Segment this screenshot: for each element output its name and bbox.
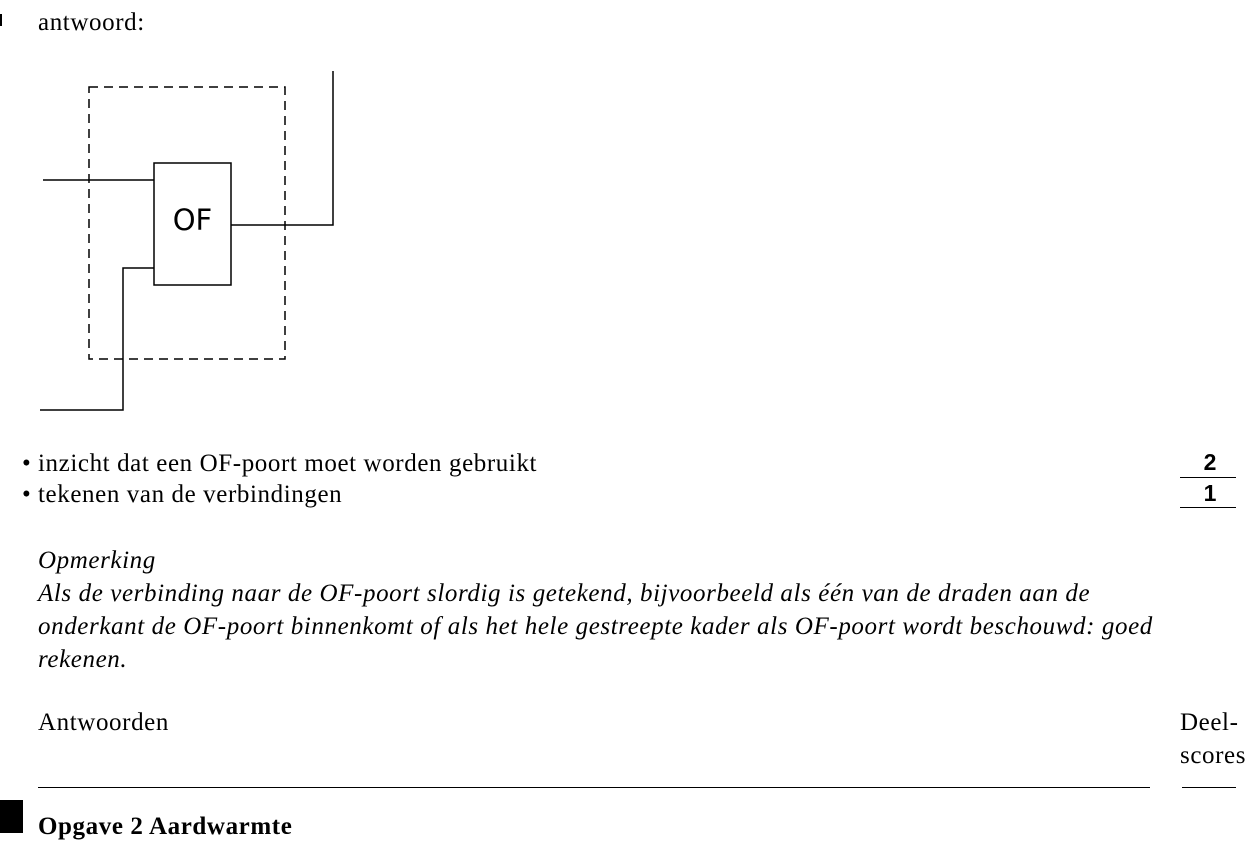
partial-score-column-heading: Deel- scores bbox=[1180, 709, 1247, 769]
header-divider bbox=[38, 787, 1150, 788]
criterion-item bbox=[22, 478, 342, 511]
score-underline bbox=[1180, 477, 1236, 478]
input-wire-bottom bbox=[40, 268, 154, 410]
bullet: • bbox=[22, 450, 32, 477]
remark-body: Als de verbinding naar de OF-poort slordig is getekend, bijvoorbeeld als één van de draden aan de onderkant de OF-poort binnenkomt of als het hele gestreepte kader als OF-poort wordt beschouwd: goed rekenen. bbox=[38, 580, 1153, 673]
checkbox-icon bbox=[0, 14, 2, 26]
section-title: Opgave 2 Aardwarmte bbox=[38, 813, 293, 840]
criterion-text: tekenen van de verbindingen bbox=[38, 481, 343, 508]
remark-title: Opmerking bbox=[38, 547, 156, 574]
section-marker-icon bbox=[0, 800, 23, 833]
criterion-text: inzicht dat een OF-poort moet worden gebruikt bbox=[38, 450, 538, 477]
answers-column-heading: Antwoorden bbox=[38, 709, 169, 736]
bullet: • bbox=[22, 481, 32, 508]
output-wire bbox=[231, 71, 333, 225]
or-gate-label: OF bbox=[172, 203, 213, 237]
criterion-item bbox=[22, 447, 537, 480]
answer-label: antwoord: bbox=[38, 9, 145, 36]
circuit-diagram bbox=[0, 60, 400, 430]
criterion-points: 2 bbox=[1203, 449, 1217, 475]
score-underline bbox=[1180, 507, 1236, 508]
score-column-divider bbox=[1182, 787, 1236, 788]
criterion-points: 1 bbox=[1203, 480, 1217, 506]
